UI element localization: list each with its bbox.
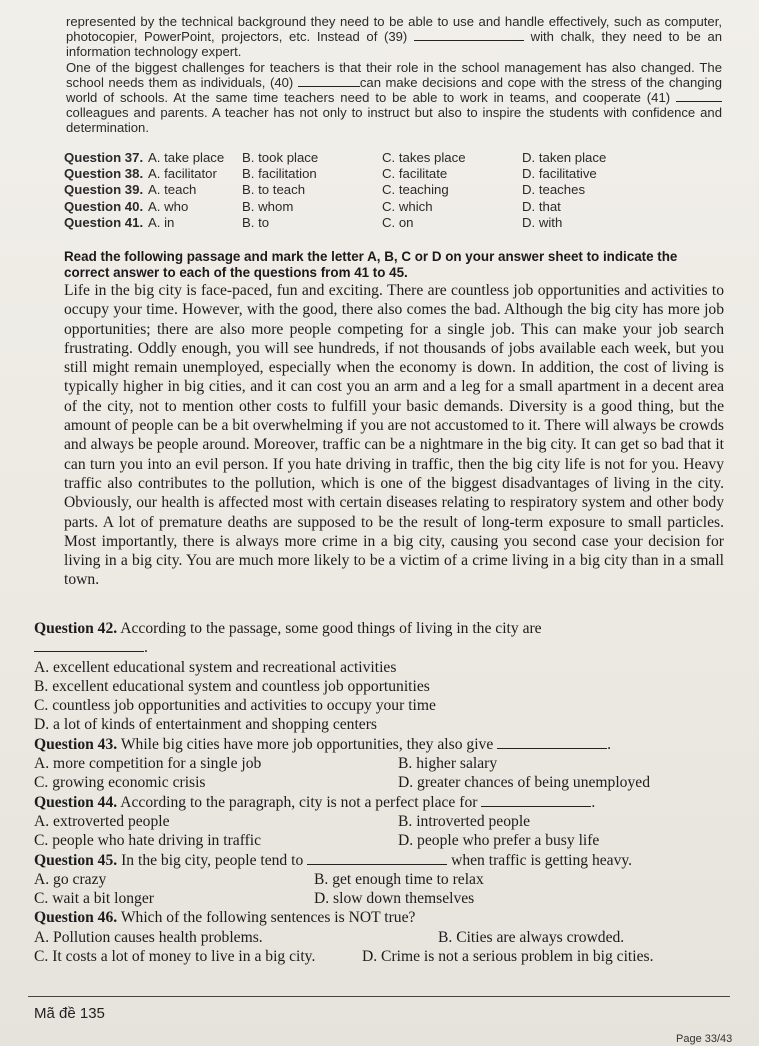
question-label: Question 44. (34, 793, 118, 811)
options-row-38 (64, 166, 724, 182)
option-d: D. facilitative (522, 166, 597, 182)
option-c: C. facilitate (382, 166, 448, 182)
q43-option-c: C. growing economic crisis (34, 774, 206, 792)
option-a: A. in (148, 214, 175, 230)
answer-blank-45 (307, 854, 447, 865)
question-label: Question 39. (64, 182, 144, 198)
q42-option-a: A. excellent educational system and recreational activities (34, 658, 397, 676)
question-label: Question 37. (64, 150, 144, 165)
option-b: B. took place (242, 150, 319, 165)
q46-option-b: B. Cities are always crowded. (438, 928, 625, 946)
question-label: Question 46. (34, 909, 118, 927)
questions-42-46 (34, 619, 724, 966)
option-d: D. taken place (522, 150, 607, 165)
question-text: According to the paragraph, city is not a perfect place for (120, 793, 478, 811)
q46-options-row-1 (34, 928, 724, 947)
options-row-40 (64, 199, 724, 215)
q45-option-b: B. get enough time to relax (314, 870, 484, 888)
intro-paragraph-2 (66, 60, 722, 136)
reading-passage (64, 281, 724, 590)
intro-text-2b: can make decisions and cope with the stress of the changing world of schools. At the same time teachers need to be able to work in teams, and cooperate (41) (66, 74, 723, 106)
q45-option-a: A. go crazy (34, 870, 107, 888)
intro-text-2a: One of the biggest challenges for teachers is that their role in the school management has also changed. The school needs them as individuals, (40) (66, 59, 722, 90)
q45-options-row-2 (34, 889, 724, 908)
question-label: Question 38. (64, 166, 144, 182)
q42-option-c: C. countless job opportunities and activities to occupy your time (34, 697, 436, 715)
q44-option-a: A. extroverted people (34, 812, 170, 830)
option-c: C. which (382, 198, 433, 214)
question-text: According to the passage, some good things of living in the city are (120, 620, 542, 637)
passage-text: Life in the big city is face-paced, fun and exciting. There are countless job opportunities and activities to occupy your time. However, with the good, there also comes the bad. Although the big city has more job opportunities; there are also more people competing for a single job. This can make your job search frustrating. Oddly enough, you will see hundreds, if not thousands of jobs available each week, but you still might remain unemployed, especially when the economy is down. In addition, the cost of living is typically higher in big cities, and it can cost you an arm and a leg for a small apartment in a decent area of the city, not to mention other costs to fulfill your basic demands. Diversity is a good thing, but the amount of people can be a bit overwhelming if you are not accustomed to it. There will always be crowds and always be people around. Moreover, traffic can be a nightmare in the big city. It can get so bad that it can turn you into an evil person. If you hate driving in traffic, then the big city life is not for you. Heavy traffic also contributes to the pollution, which is one of the biggest disadvantages of living in the city. Obviously, our health is affected most with certain diseases relating to respiratory system and other body parts. A lot of premature deaths are supposed to be the result of long-term exposure to small particles. Most importantly, there is always more crime in a big city, causing you second case your decision for living in a big city. You are much more likely to be a victim of a crime living in a big city than in a small town. (64, 282, 724, 589)
intro-paragraph-1 (66, 14, 722, 60)
q46-option-d: D. Crime is not a serious problem in big cities. (362, 948, 654, 966)
answer-blank-44 (481, 796, 591, 807)
answer-blank-41 (676, 91, 722, 102)
q44-option-b: B. introverted people (398, 812, 531, 830)
answer-blank-43 (497, 738, 607, 749)
question-label: Question 40. (64, 198, 144, 214)
option-a: A. who (148, 198, 189, 214)
q46-option-a: A. Pollution causes health problems. (34, 928, 263, 946)
q43-options-row-2 (34, 773, 724, 792)
q46-options-row-2 (34, 947, 724, 966)
options-row-41 (64, 215, 724, 231)
q42-option-d: D. a lot of kinds of entertainment and shopping centers (34, 716, 377, 734)
question-label: Question 41. (64, 214, 144, 230)
option-b: B. to (242, 214, 270, 230)
q44-option-c: C. people who hate driving in traffic (34, 832, 262, 850)
cloze-passage-continuation (66, 14, 722, 136)
question-46-stem (34, 908, 724, 927)
question-label: Question 43. (34, 735, 118, 753)
q43-option-b: B. higher salary (398, 755, 498, 773)
exam-code: Mã đề 135 (34, 1005, 105, 1022)
answer-blank-39 (414, 30, 524, 41)
option-a: A. facilitator (148, 166, 217, 182)
q45-option-c: C. wait a bit longer (34, 890, 154, 908)
q44-options-row-1 (34, 812, 724, 831)
options-row-37 (64, 150, 724, 166)
question-label: Question 45. (34, 851, 118, 869)
reading-instruction: Read the following passage and mark the letter A, B, C or D on your answer sheet to indicate the correct answer to each of the questions from 41 to 45. (64, 249, 678, 280)
option-a: A. teach (148, 182, 197, 198)
page-number: Page 33/43 (676, 1033, 733, 1045)
question-text: Which of the following sentences is NOT true? (120, 909, 416, 927)
q43-option-d: D. greater chances of being unemployed (398, 774, 650, 792)
option-d: D. with (522, 214, 563, 230)
question-label: Question 42. (34, 620, 118, 637)
intro-text-1b: with chalk, they need to be an information technology expert. (66, 29, 723, 60)
question-text: In the big city, people tend to (121, 851, 304, 869)
option-b: B. whom (242, 198, 294, 214)
q44-options-row-2 (34, 831, 724, 850)
question-43-stem: Question 43. While big cities have more job opportunities, they also give . (34, 735, 612, 753)
q44-option-d: D. people who prefer a busy life (398, 832, 600, 850)
question-44-stem: Question 44. According to the paragraph, city is not a perfect place for . (34, 793, 596, 811)
intro-text-2c: colleagues and parents. A teacher has not only to instruct but also to inspire the students with confidence and determination. (66, 105, 722, 136)
option-a: A. take place (148, 150, 225, 165)
option-d: D. that (522, 198, 561, 214)
q43-option-a: A. more competition for a single job (34, 755, 262, 773)
question-text-end: when traffic is getting heavy. (451, 851, 633, 869)
option-c: C. teaching (382, 182, 449, 198)
option-c: C. takes place (382, 150, 466, 165)
q43-options-row-1 (34, 754, 724, 773)
option-b: B. to teach (242, 182, 306, 198)
q45-options-row-1 (34, 870, 724, 889)
option-b: B. facilitation (242, 166, 317, 182)
answer-blank-42 (34, 641, 144, 652)
question-42-stem: Question 42. According to the passage, some good things of living in the city are . (34, 620, 542, 657)
q42-option-b: B. excellent educational system and countless job opportunities (34, 677, 430, 695)
q45-option-d: D. slow down themselves (314, 890, 475, 908)
question-45-stem (34, 851, 724, 870)
footer-divider (28, 996, 730, 997)
options-block-37-41 (64, 150, 724, 231)
option-d: D. teaches (522, 182, 586, 198)
option-c: C. on (382, 214, 414, 230)
answer-blank-40 (298, 76, 360, 87)
options-row-39 (64, 182, 724, 198)
question-text: While big cities have more job opportunities, they also give (120, 735, 494, 753)
q46-option-c: C. It costs a lot of money to live in a big city. (34, 948, 316, 966)
intro-text-1: represented by the technical background they need to be able to use and handle effectively, such as computer, photocopier, PowerPoint, projectors, etc. Instead of (39) (66, 14, 722, 45)
